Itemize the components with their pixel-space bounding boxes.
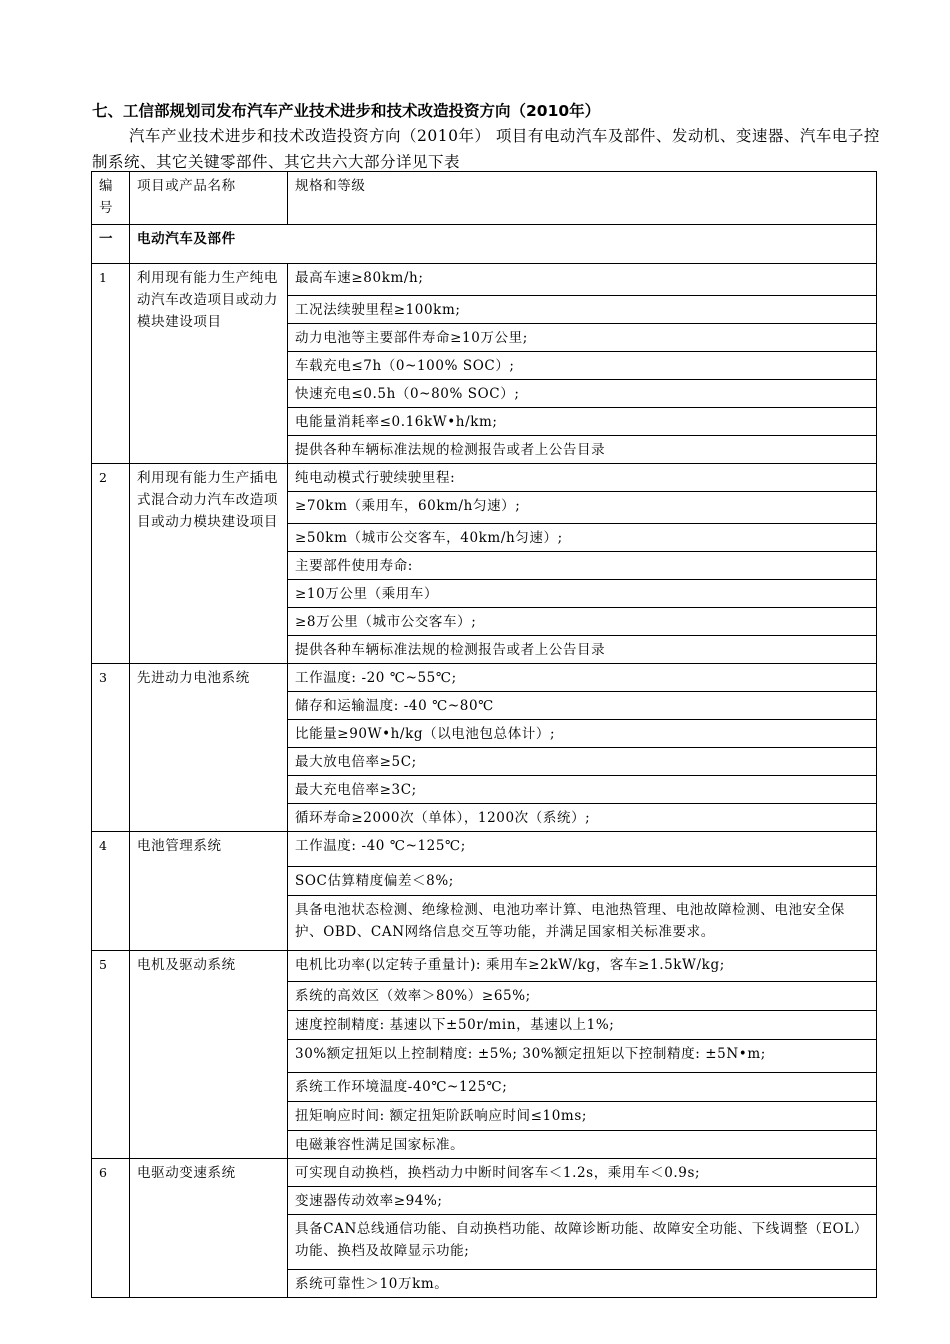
item-name: 电机及驱动系统 [130, 951, 288, 1159]
item-spec: 储存和运输温度: -40 ℃~80℃ [288, 692, 877, 720]
item-spec: ≥10万公里（乘用车） [288, 580, 877, 608]
item-spec: 工作温度: -40 ℃~125℃; [288, 832, 877, 867]
table-row [92, 832, 877, 867]
item-spec: 快速充电≤0.5h（0~80% SOC）; [288, 380, 877, 408]
item-spec: 电能量消耗率≤0.16kW•h/km; [288, 408, 877, 436]
item-spec: SOC估算精度偏差＜8%; [288, 867, 877, 896]
item-spec: 系统的高效区（效率＞80%）≥65%; [288, 982, 877, 1011]
item-spec: 纯电动模式行驶续驶里程: [288, 464, 877, 492]
item-name: 电池管理系统 [130, 832, 288, 951]
item-spec: 车载充电≤7h（0~100% SOC）; [288, 352, 877, 380]
intro-paragraph: 汽车产业技术进步和技术改造投资方向（2010年） 项目有电动汽车及部件、发动机、变速器、汽车电子控制系统、其它关键零部件、其它共六大部分详见下表 [92, 127, 880, 171]
item-spec: 主要部件使用寿命: [288, 552, 877, 580]
item-name: 利用现有能力生产插电式混合动力汽车改造项目或动力模块建设项目 [130, 464, 288, 664]
item-number: 3 [92, 664, 130, 832]
header-num: 编号 [92, 172, 130, 225]
table-header-row [92, 172, 877, 225]
item-spec: 具备CAN总线通信功能、自动换档功能、故障诊断功能、故障安全功能、下线调整（EOL）功能、换档及故障显示功能; [288, 1215, 877, 1270]
table-body [92, 172, 877, 1298]
investment-direction-table [91, 171, 877, 1298]
item-spec: 电磁兼容性满足国家标准。 [288, 1131, 877, 1159]
item-spec: 工况法续驶里程≥100km; [288, 296, 877, 324]
table-row [92, 1159, 877, 1187]
item-spec: 最高车速≥80km/h; [288, 264, 877, 296]
header-name: 项目或产品名称 [130, 172, 288, 225]
item-spec: 系统工作环境温度-40℃~125℃; [288, 1073, 877, 1102]
item-spec: ≥70km（乘用车，60km/h匀速）; [288, 492, 877, 524]
section-row [92, 225, 877, 264]
section-title: 电动汽车及部件 [130, 225, 877, 264]
table-row [92, 951, 877, 982]
item-spec: 比能量≥90W•h/kg（以电池包总体计）; [288, 720, 877, 748]
item-spec: 速度控制精度: 基速以下±50r/min，基速以上1%; [288, 1011, 877, 1040]
section-num: 一 [92, 225, 130, 264]
item-spec: 30%额定扭矩以上控制精度: ±5%; 30%额定扭矩以下控制精度: ±5N•m; [288, 1040, 877, 1073]
item-spec: 最大充电倍率≥3C; [288, 776, 877, 804]
header-spec: 规格和等级 [288, 172, 877, 225]
item-spec: 扭矩响应时间: 额定扭矩阶跃响应时间≤10ms; [288, 1102, 877, 1131]
item-spec: 提供各种车辆标准法规的检测报告或者上公告目录 [288, 436, 877, 464]
item-number: 6 [92, 1159, 130, 1298]
item-spec: 工作温度: -20 ℃~55℃; [288, 664, 877, 692]
item-spec: 动力电池等主要部件寿命≥10万公里; [288, 324, 877, 352]
item-name: 电驱动变速系统 [130, 1159, 288, 1298]
item-spec: ≥8万公里（城市公交客车）; [288, 608, 877, 636]
item-spec: 最大放电倍率≥5C; [288, 748, 877, 776]
item-spec: 提供各种车辆标准法规的检测报告或者上公告目录 [288, 636, 877, 664]
item-number: 5 [92, 951, 130, 1159]
item-spec: 循环寿命≥2000次（单体），1200次（系统）; [288, 804, 877, 832]
document-heading: 七、工信部规划司发布汽车产业技术进步和技术改造投资方向（2010年） [92, 102, 601, 120]
table-row [92, 664, 877, 692]
item-number: 1 [92, 264, 130, 464]
item-name: 利用现有能力生产纯电动汽车改造项目或动力模块建设项目 [130, 264, 288, 464]
item-name: 先进动力电池系统 [130, 664, 288, 832]
item-spec: 可实现自动换档，换档动力中断时间客车＜1.2s，乘用车＜0.9s; [288, 1159, 877, 1187]
item-spec: 电机比功率(以定转子重量计): 乘用车≥2kW/kg，客车≥1.5kW/kg; [288, 951, 877, 982]
item-spec: 系统可靠性＞10万km。 [288, 1270, 877, 1298]
item-spec: 具备电池状态检测、绝缘检测、电池功率计算、电池热管理、电池故障检测、电池安全保护、OBD、CAN网络信息交互等功能，并满足国家相关标准要求。 [288, 896, 877, 951]
item-number: 2 [92, 464, 130, 664]
item-spec: ≥50km（城市公交客车，40km/h匀速）; [288, 524, 877, 552]
table-row [92, 264, 877, 296]
item-number: 4 [92, 832, 130, 951]
table-row [92, 464, 877, 492]
item-spec: 变速器传动效率≥94%; [288, 1187, 877, 1215]
